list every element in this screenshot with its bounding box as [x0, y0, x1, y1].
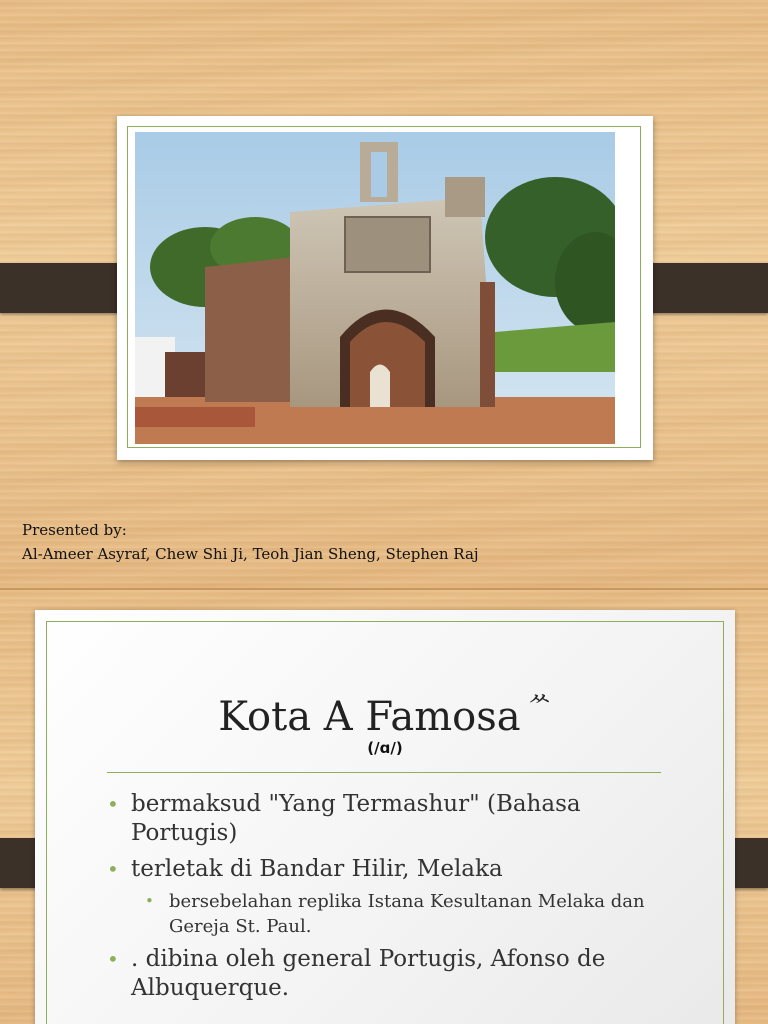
- title-rule: [107, 772, 661, 773]
- presenter-names: Al-Ameer Asyraf, Chew Shi Ji, Teoh Jian Sheng, Stephen Raj: [22, 545, 479, 563]
- presenter-label: Presented by:: [22, 521, 127, 539]
- bullet-dot-icon: •: [107, 792, 119, 816]
- bullet-list: [105, 790, 665, 1010]
- content-card: [35, 610, 735, 1024]
- bullet-dot-icon: •: [107, 947, 119, 971]
- content-slide: [0, 590, 768, 1024]
- bullet-item: [105, 945, 665, 1003]
- bullet-item: [105, 855, 665, 884]
- sub-bullet-text: bersebelahan replika Istana Kesultanan Melaka dan Gereja St. Paul.: [169, 891, 645, 937]
- presenter-block: [22, 518, 742, 566]
- fort-gate-photo: [135, 132, 615, 444]
- photo-frame: [117, 116, 653, 460]
- bullet-dot-icon: •: [145, 892, 154, 910]
- bullet-text: terletak di Bandar Hilir, Melaka: [131, 856, 503, 882]
- slide-title: [35, 684, 735, 741]
- slide-subtitle: (/ɑ/): [367, 739, 403, 757]
- bullet-item: [105, 790, 665, 848]
- bullet-text: . dibina oleh general Portugis, Afonso de Albuquerque.: [131, 946, 606, 1001]
- bullet-text: bermaksud "Yang Termashur" (Bahasa Portugis): [131, 791, 581, 846]
- slide-title-text: Kota A Famosa: [218, 694, 521, 740]
- bullet-dot-icon: •: [107, 857, 119, 881]
- title-symbol: ᄊ: [526, 693, 552, 723]
- sub-bullet-item: [105, 889, 665, 939]
